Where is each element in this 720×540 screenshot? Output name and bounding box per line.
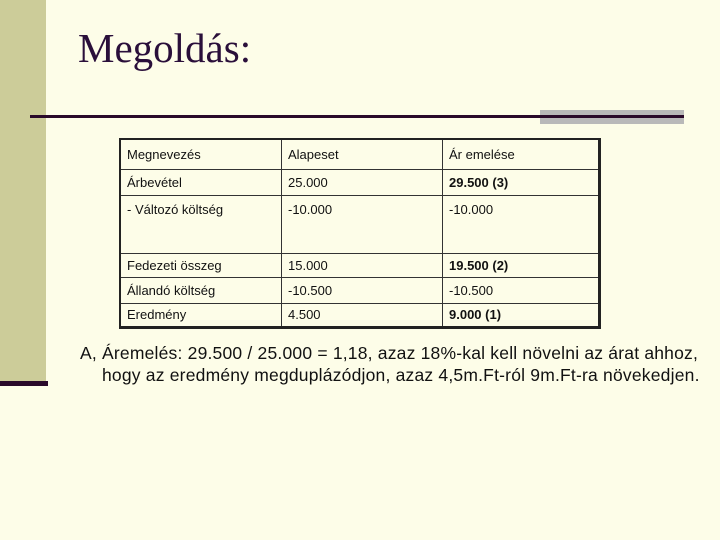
- table-cell: Árbevétel: [120, 169, 282, 195]
- table-cell: - Változó költség: [120, 195, 282, 253]
- table-cell: Állandó költség: [120, 277, 282, 303]
- table-cell: 29.500 (3): [443, 169, 600, 195]
- table-cell: -10.000: [282, 195, 443, 253]
- decorative-left-bar: [0, 0, 46, 384]
- table-cell: 19.500 (2): [443, 253, 600, 277]
- table-cell: 4.500: [282, 303, 443, 327]
- title-divider-accent: [540, 110, 684, 124]
- table-cell: Fedezeti összeg: [120, 253, 282, 277]
- table-row: [120, 303, 600, 327]
- table-row: [120, 277, 600, 303]
- decorative-left-bar-foot: [0, 381, 48, 386]
- table-header-cell: Megnevezés: [120, 139, 282, 169]
- table-cell: 9.000 (1): [443, 303, 600, 327]
- cost-table: [119, 138, 601, 329]
- table-row: [120, 169, 600, 195]
- table-cell: 15.000: [282, 253, 443, 277]
- table-cell: -10.500: [282, 277, 443, 303]
- table-header-cell: Ár emelése: [443, 139, 600, 169]
- table-header-cell: Alapeset: [282, 139, 443, 169]
- title-divider: [30, 115, 542, 118]
- table-row: [120, 195, 600, 253]
- table-cell: -10.500: [443, 277, 600, 303]
- slide-title: Megoldás:: [78, 25, 252, 71]
- table-header-row: [120, 139, 600, 169]
- table-cell: 25.000: [282, 169, 443, 195]
- table-cell: Eredmény: [120, 303, 282, 327]
- table-row: [120, 253, 600, 277]
- answer-text: A, Áremelés: 29.500 / 25.000 = 1,18, azaz 18%-kal kell növelni az árat ahhoz, hogy az eredmény megduplázódjon, azaz 4,5m.Ft-ról 9m.Ft-ra növekedjen.: [80, 343, 700, 385]
- table-cell: -10.000: [443, 195, 600, 253]
